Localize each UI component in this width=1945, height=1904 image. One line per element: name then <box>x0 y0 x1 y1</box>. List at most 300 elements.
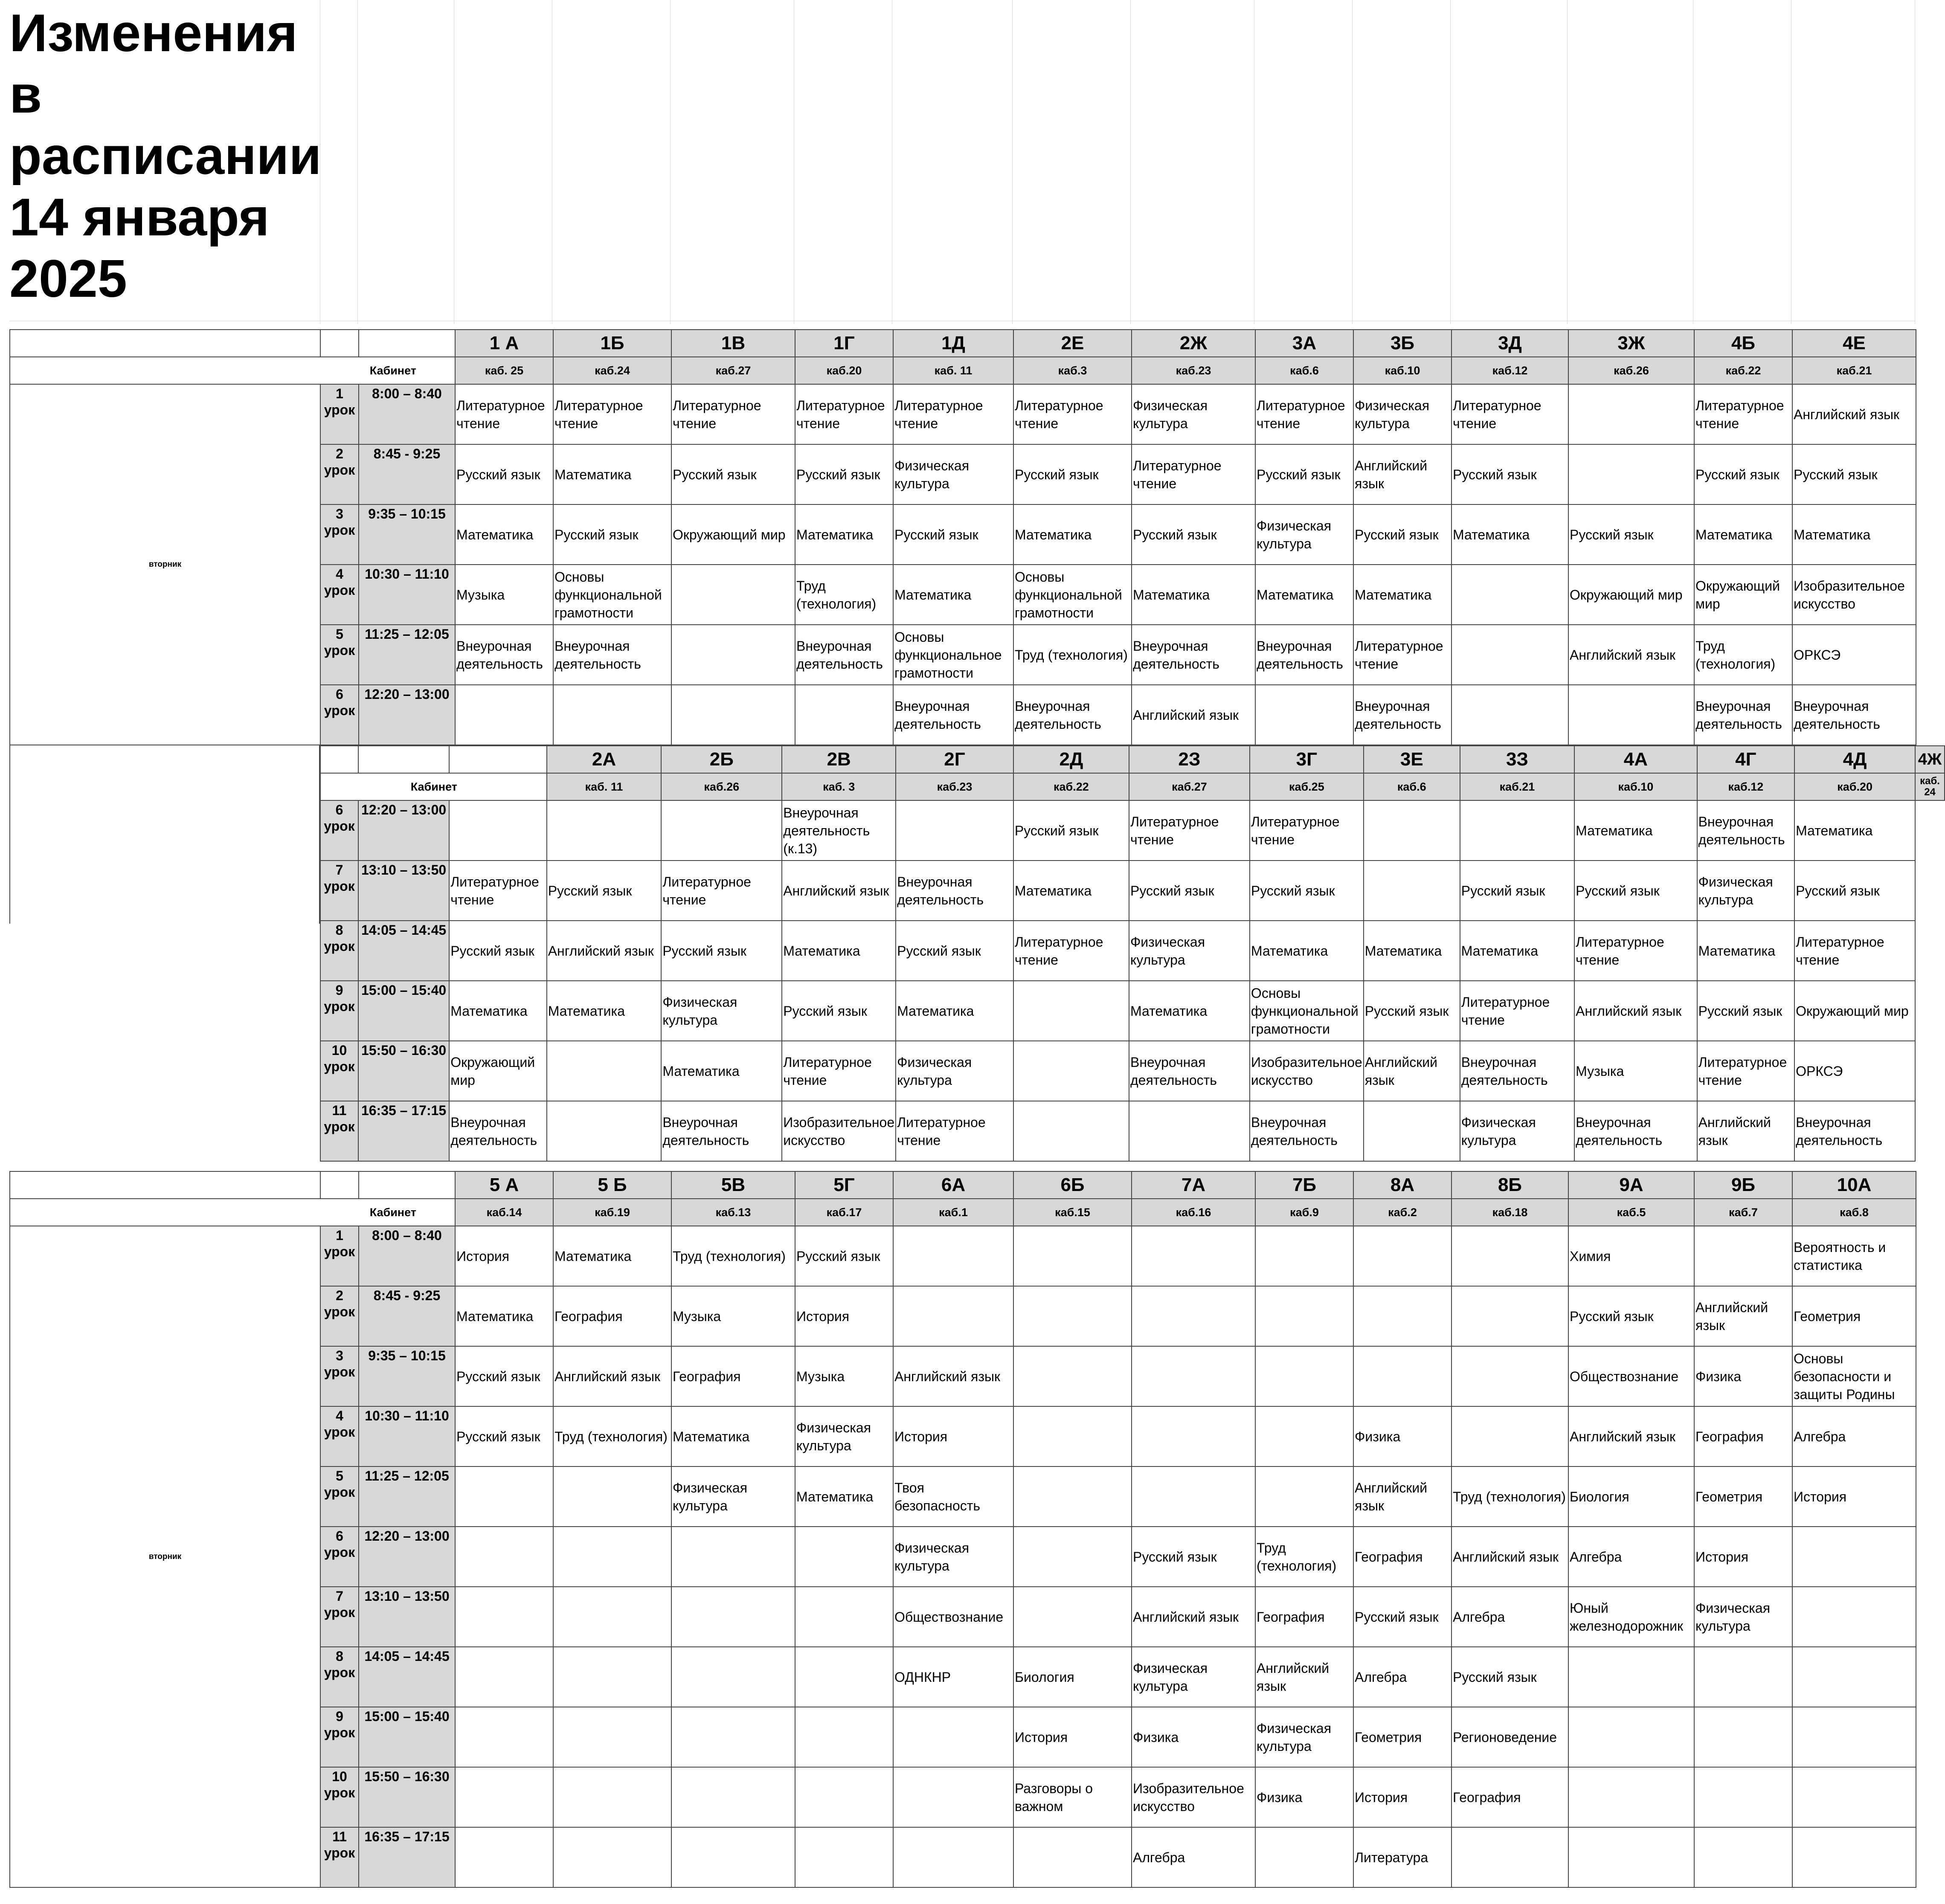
subject-cell: Математика <box>1451 504 1568 565</box>
subject-cell <box>671 685 795 745</box>
subject-cell: Литературное чтение <box>449 861 546 921</box>
subject-cell: Русский язык <box>455 1346 553 1406</box>
room-header: каб.5 <box>1568 1199 1694 1226</box>
subject-cell <box>1694 1647 1792 1707</box>
subject-cell: Внеурочная деятельность <box>455 625 553 685</box>
subject-cell <box>553 1827 671 1887</box>
lesson-time: 15:00 – 15:40 <box>358 981 449 1041</box>
subject-cell: Алгебра <box>1132 1827 1255 1887</box>
lesson-time: 14:05 – 14:45 <box>358 921 449 981</box>
lesson-number: 9 урок <box>320 1707 359 1767</box>
subject-cell <box>1568 1707 1694 1767</box>
subject-cell <box>1460 800 1574 861</box>
subject-cell: Литературное чтение <box>893 384 1013 444</box>
class-header: 4Ж <box>1915 746 1945 773</box>
subject-cell: Изобразительное искусство <box>1250 1041 1364 1101</box>
subject-cell <box>671 1647 795 1707</box>
subject-cell: Алгебра <box>1568 1527 1694 1587</box>
subject-cell: Русский язык <box>455 444 553 504</box>
subject-cell: ОДНКНР <box>893 1647 1013 1707</box>
subject-cell: Регионоведение <box>1451 1707 1568 1767</box>
subject-cell: Физическая культура <box>893 444 1013 504</box>
header-blank <box>10 330 320 357</box>
lesson-number: 11 урок <box>320 1827 359 1887</box>
lesson-time: 8:00 – 8:40 <box>359 384 455 444</box>
room-header: каб.10 <box>1574 773 1697 800</box>
subject-cell <box>1132 1346 1255 1406</box>
subject-cell <box>1792 1827 1916 1887</box>
class-header: 10А <box>1792 1171 1916 1199</box>
subject-cell: Русский язык <box>1792 444 1916 504</box>
subject-cell: Математика <box>1694 504 1792 565</box>
subject-cell: Внеурочная деятельность <box>1353 685 1451 745</box>
subject-cell: Физическая культура <box>1255 504 1353 565</box>
subject-cell: Внеурочная деятельность <box>1129 1041 1250 1101</box>
subject-cell <box>1013 1041 1129 1101</box>
sheet-gridline <box>1352 0 1353 324</box>
subject-cell: Математика <box>1255 565 1353 625</box>
schedule-table-secondary-shift <box>320 745 1945 1162</box>
subject-cell <box>1451 625 1568 685</box>
subject-cell <box>1451 1406 1568 1466</box>
class-header: 4Д <box>1794 746 1915 773</box>
lesson-time: 10:30 – 11:10 <box>359 565 455 625</box>
subject-cell: Основы функциональное грамотности <box>893 625 1013 685</box>
subject-cell <box>795 1587 893 1647</box>
lesson-number: 7 урок <box>320 1587 359 1647</box>
subject-cell: Литературное чтение <box>455 384 553 444</box>
subject-cell: Литературное чтение <box>1460 981 1574 1041</box>
subject-cell <box>1013 1587 1132 1647</box>
room-header: каб. 11 <box>547 773 662 800</box>
subject-cell: Английский язык <box>1255 1647 1353 1707</box>
class-header: 7А <box>1132 1171 1255 1199</box>
subject-cell: Твоя безопасность <box>893 1466 1013 1527</box>
subject-cell: Математика <box>896 981 1013 1041</box>
subject-cell <box>896 800 1013 861</box>
subject-cell: Английский язык <box>1574 981 1697 1041</box>
subject-cell <box>671 1527 795 1587</box>
subject-cell: Русский язык <box>795 444 893 504</box>
subject-cell: Геометрия <box>1353 1707 1451 1767</box>
subject-cell: Русский язык <box>893 504 1013 565</box>
subject-cell: Физическая культура <box>1132 384 1255 444</box>
subject-cell: Русский язык <box>1794 861 1915 921</box>
subject-cell <box>553 1647 671 1707</box>
subject-cell: История <box>1792 1466 1916 1527</box>
room-header: каб.10 <box>1353 357 1451 384</box>
room-header: каб.6 <box>1255 357 1353 384</box>
header-blank <box>320 330 359 357</box>
subject-cell <box>1255 1346 1353 1406</box>
class-header: 8Б <box>1451 1171 1568 1199</box>
subject-cell: История <box>795 1286 893 1346</box>
room-header: каб.24 <box>553 357 671 384</box>
subject-cell: Русский язык <box>449 921 546 981</box>
subject-cell <box>1792 1707 1916 1767</box>
subject-cell: Окружающий мир <box>1568 565 1694 625</box>
subject-cell <box>449 800 546 861</box>
subject-cell <box>553 685 671 745</box>
room-header: каб.27 <box>671 357 795 384</box>
lesson-number: 9 урок <box>320 981 358 1041</box>
subject-cell <box>1451 1827 1568 1887</box>
subject-cell: География <box>1694 1406 1792 1466</box>
class-header: 2Е <box>1013 330 1132 357</box>
class-header: 1Г <box>795 330 893 357</box>
subject-cell <box>1451 1286 1568 1346</box>
subject-cell <box>553 1466 671 1527</box>
subject-cell <box>1255 1406 1353 1466</box>
subject-cell: Английский язык <box>1568 1406 1694 1466</box>
lesson-number: 6 урок <box>320 1527 359 1587</box>
subject-cell: История <box>1694 1527 1792 1587</box>
subject-cell: Внеурочная деятельность <box>1250 1101 1364 1161</box>
subject-cell: Русский язык <box>553 504 671 565</box>
subject-cell: Математика <box>455 504 553 565</box>
subject-cell: Физическая культура <box>1129 921 1250 981</box>
subject-cell: Литературное чтение <box>896 1101 1013 1161</box>
day-column-extension <box>9 745 320 924</box>
lesson-number: 10 урок <box>320 1767 359 1827</box>
class-header: 4Е <box>1792 330 1916 357</box>
subject-cell <box>1364 861 1460 921</box>
header-blank <box>358 746 449 773</box>
subject-cell <box>1364 800 1460 861</box>
subject-cell: Внеурочная деятельность <box>1460 1041 1574 1101</box>
subject-cell: Окружающий мир <box>1794 981 1915 1041</box>
subject-cell: Русский язык <box>1451 444 1568 504</box>
subject-cell: Физическая культура <box>1255 1707 1353 1767</box>
subject-cell: Изобразительное искусство <box>1792 565 1916 625</box>
lesson-time: 8:45 - 9:25 <box>359 444 455 504</box>
subject-cell <box>1132 1466 1255 1527</box>
subject-cell: Внеурочная деятельность <box>1132 625 1255 685</box>
subject-cell: Физика <box>1694 1346 1792 1406</box>
subject-cell <box>893 1827 1013 1887</box>
subject-cell: Математика <box>782 921 896 981</box>
class-header: 1Б <box>553 330 671 357</box>
lesson-time: 8:45 - 9:25 <box>359 1286 455 1346</box>
subject-cell <box>893 1767 1013 1827</box>
lesson-number: 4 урок <box>320 1406 359 1466</box>
subject-cell: Английский язык <box>1132 1587 1255 1647</box>
subject-cell <box>893 1707 1013 1767</box>
lesson-time: 9:35 – 10:15 <box>359 1346 455 1406</box>
schedule-table-primary <box>9 329 1916 745</box>
lesson-number: 10 урок <box>320 1041 358 1101</box>
subject-cell: Русский язык <box>1568 1286 1694 1346</box>
page-title: Изменения в расписании 14 января 2025 <box>9 4 322 308</box>
subject-cell: Литературное чтение <box>1694 384 1792 444</box>
subject-cell <box>1792 1767 1916 1827</box>
subject-cell <box>455 1707 553 1767</box>
subject-cell: Русский язык <box>1451 1647 1568 1707</box>
class-header: 4А <box>1574 746 1697 773</box>
header-blank <box>320 746 358 773</box>
subject-cell: Разговоры о важном <box>1013 1767 1132 1827</box>
class-header: 1Д <box>893 330 1013 357</box>
subject-cell: Окружающий мир <box>671 504 795 565</box>
subject-cell: Алгебра <box>1451 1587 1568 1647</box>
class-header: 5Г <box>795 1171 893 1199</box>
subject-cell: Внеурочная деятельность <box>1792 685 1916 745</box>
sheet-gridline <box>670 0 671 324</box>
subject-cell: Физическая культура <box>795 1406 893 1466</box>
empty-cell <box>1915 981 1945 1041</box>
subject-cell: Английский язык <box>1353 1466 1451 1527</box>
subject-cell: Литературное чтение <box>795 384 893 444</box>
lesson-time: 11:25 – 12:05 <box>359 625 455 685</box>
lesson-number: 3 урок <box>320 504 359 565</box>
empty-cell <box>1915 921 1945 981</box>
subject-cell: Русский язык <box>1460 861 1574 921</box>
subject-cell <box>1451 565 1568 625</box>
subject-cell <box>547 1041 662 1101</box>
kab-label: Кабинет <box>320 773 547 800</box>
lesson-time: 15:00 – 15:40 <box>359 1707 455 1767</box>
subject-cell <box>1792 1527 1916 1587</box>
room-header: каб. 11 <box>893 357 1013 384</box>
class-header: 6Б <box>1013 1171 1132 1199</box>
subject-cell: Литературное чтение <box>1255 384 1353 444</box>
subject-cell: Русский язык <box>1353 504 1451 565</box>
subject-cell: Физическая культура <box>893 1527 1013 1587</box>
subject-cell: Литература <box>1353 1827 1451 1887</box>
subject-cell <box>795 1647 893 1707</box>
subject-cell: Русский язык <box>1364 981 1460 1041</box>
subject-cell <box>795 1527 893 1587</box>
class-header: 3Д <box>1451 330 1568 357</box>
class-header: 8А <box>1353 1171 1451 1199</box>
room-header: каб.21 <box>1792 357 1916 384</box>
subject-cell: Математика <box>1574 800 1697 861</box>
class-header: 5 Б <box>553 1171 671 1199</box>
subject-cell <box>1255 1827 1353 1887</box>
class-header: 1В <box>671 330 795 357</box>
subject-cell <box>1568 1767 1694 1827</box>
lesson-time: 11:25 – 12:05 <box>359 1466 455 1527</box>
subject-cell <box>671 1707 795 1767</box>
subject-cell: Окружающий мир <box>449 1041 546 1101</box>
lesson-number: 8 урок <box>320 1647 359 1707</box>
subject-cell <box>1353 1226 1451 1286</box>
subject-cell: Внеурочная деятельность <box>449 1101 546 1161</box>
subject-cell <box>455 1827 553 1887</box>
empty-cell <box>1915 1041 1945 1101</box>
subject-cell: История <box>455 1226 553 1286</box>
subject-cell: Русский язык <box>1568 504 1694 565</box>
subject-cell: Математика <box>1132 565 1255 625</box>
header-blank <box>359 1171 455 1199</box>
subject-cell: Литературное чтение <box>553 384 671 444</box>
subject-cell <box>1255 1466 1353 1527</box>
room-header: каб.20 <box>795 357 893 384</box>
subject-cell: Вероятность и статистика <box>1792 1226 1916 1286</box>
subject-cell: Математика <box>455 1286 553 1346</box>
subject-cell: Английский язык <box>1451 1527 1568 1587</box>
subject-cell <box>1568 384 1694 444</box>
lesson-time: 13:10 – 13:50 <box>359 1587 455 1647</box>
subject-cell: Английский язык <box>1568 625 1694 685</box>
subject-cell: Русский язык <box>1353 1587 1451 1647</box>
subject-cell <box>1792 1647 1916 1707</box>
class-header: 3А <box>1255 330 1353 357</box>
subject-cell: Русский язык <box>1132 504 1255 565</box>
lesson-number: 2 урок <box>320 444 359 504</box>
lesson-time: 14:05 – 14:45 <box>359 1647 455 1707</box>
subject-cell <box>1013 1101 1129 1161</box>
subject-cell: Физика <box>1353 1406 1451 1466</box>
subject-cell: Математика <box>1250 921 1364 981</box>
subject-cell <box>553 1527 671 1587</box>
subject-cell: Основы функциональной грамотности <box>553 565 671 625</box>
lesson-number: 8 урок <box>320 921 358 981</box>
subject-cell: Русский язык <box>1129 861 1250 921</box>
subject-cell: Геометрия <box>1792 1286 1916 1346</box>
subject-cell: Русский язык <box>1250 861 1364 921</box>
subject-cell: Математика <box>671 1406 795 1466</box>
subject-cell <box>795 685 893 745</box>
lesson-time: 16:35 – 17:15 <box>358 1101 449 1161</box>
subject-cell <box>1353 1346 1451 1406</box>
subject-cell: Внеурочная деятельность <box>1013 685 1132 745</box>
class-header: 3Ж <box>1568 330 1694 357</box>
subject-cell: Русский язык <box>661 921 782 981</box>
subject-cell: Биология <box>1013 1647 1132 1707</box>
empty-cell <box>1915 1101 1945 1161</box>
class-header: 4Б <box>1694 330 1792 357</box>
room-header: каб.20 <box>1794 773 1915 800</box>
lesson-time: 12:20 – 13:00 <box>358 800 449 861</box>
subject-cell: Труд (технология) <box>795 565 893 625</box>
subject-cell: Литературное чтение <box>1794 921 1915 981</box>
subject-cell <box>1255 1286 1353 1346</box>
kab-label: Кабинет <box>10 1199 455 1226</box>
subject-cell: Музыка <box>1574 1041 1697 1101</box>
subject-cell: Труд (технология) <box>1255 1527 1353 1587</box>
subject-cell: Русский язык <box>671 444 795 504</box>
subject-cell <box>893 1286 1013 1346</box>
subject-cell <box>455 1767 553 1827</box>
room-header: каб.21 <box>1460 773 1574 800</box>
day-label: вторник <box>10 1226 320 1887</box>
subject-cell: Английский язык <box>893 1346 1013 1406</box>
subject-cell: Литературное чтение <box>1013 384 1132 444</box>
subject-cell: Литературное чтение <box>1451 384 1568 444</box>
subject-cell: Литературное чтение <box>1129 800 1250 861</box>
subject-cell: Русский язык <box>1013 800 1129 861</box>
subject-cell: Английский язык <box>1694 1286 1792 1346</box>
room-header: каб. 24 <box>1915 773 1945 800</box>
subject-cell: Геометрия <box>1694 1466 1792 1527</box>
room-header: каб.14 <box>455 1199 553 1226</box>
subject-cell: Музыка <box>455 565 553 625</box>
subject-cell: Английский язык <box>1697 1101 1794 1161</box>
subject-cell: Физическая культура <box>1460 1101 1574 1161</box>
subject-cell: Алгебра <box>1353 1647 1451 1707</box>
subject-cell <box>553 1707 671 1767</box>
subject-cell: География <box>553 1286 671 1346</box>
subject-cell <box>1129 1101 1250 1161</box>
class-header: 5 А <box>455 1171 553 1199</box>
subject-cell: Английский язык <box>1132 685 1255 745</box>
subject-cell: Внеурочная деятельность <box>553 625 671 685</box>
lesson-number: 2 урок <box>320 1286 359 1346</box>
subject-cell: Основы функциональной грамотности <box>1250 981 1364 1041</box>
room-header: каб. 3 <box>782 773 896 800</box>
subject-cell: Математика <box>795 1466 893 1527</box>
subject-cell: Математика <box>1697 921 1794 981</box>
subject-cell: ОРКСЭ <box>1792 625 1916 685</box>
subject-cell: Литературное чтение <box>1353 625 1451 685</box>
header-blank <box>359 330 455 357</box>
subject-cell <box>1568 685 1694 745</box>
subject-cell <box>553 1587 671 1647</box>
subject-cell: Физическая культура <box>1694 1587 1792 1647</box>
class-header: 7Б <box>1255 1171 1353 1199</box>
subject-cell: Литературное чтение <box>1250 800 1364 861</box>
room-header: каб.17 <box>795 1199 893 1226</box>
room-header: каб.13 <box>671 1199 795 1226</box>
subject-cell: Математика <box>547 981 662 1041</box>
subject-cell: Химия <box>1568 1226 1694 1286</box>
subject-cell: География <box>1353 1527 1451 1587</box>
schedule-table-middle-school <box>9 1171 1916 1888</box>
subject-cell <box>1013 1226 1132 1286</box>
subject-cell <box>1451 1346 1568 1406</box>
room-header: каб.22 <box>1013 773 1129 800</box>
subject-cell: Математика <box>449 981 546 1041</box>
subject-cell <box>1013 1527 1132 1587</box>
subject-cell: Русский язык <box>1132 1527 1255 1587</box>
room-header: каб.16 <box>1132 1199 1255 1226</box>
subject-cell: Русский язык <box>896 921 1013 981</box>
subject-cell: Русский язык <box>1574 861 1697 921</box>
subject-cell: География <box>1451 1767 1568 1827</box>
subject-cell <box>1694 1827 1792 1887</box>
room-header: каб. 25 <box>455 357 553 384</box>
subject-cell: Изобразительное искусство <box>782 1101 896 1161</box>
subject-cell <box>671 1587 795 1647</box>
room-header: каб.23 <box>1132 357 1255 384</box>
subject-cell: Математика <box>1129 981 1250 1041</box>
subject-cell <box>455 1647 553 1707</box>
subject-cell: Математика <box>1353 565 1451 625</box>
empty-cell <box>1915 800 1945 861</box>
class-header: 2Б <box>661 746 782 773</box>
subject-cell <box>1132 1286 1255 1346</box>
subject-cell: Физика <box>1132 1707 1255 1767</box>
class-header: 9Б <box>1694 1171 1792 1199</box>
subject-cell: Основы функциональной грамотности <box>1013 565 1132 625</box>
subject-cell: ОРКСЭ <box>1794 1041 1915 1101</box>
lesson-number: 3 урок <box>320 1346 359 1406</box>
subject-cell <box>1451 685 1568 745</box>
subject-cell <box>1013 1346 1132 1406</box>
subject-cell: Математика <box>553 444 671 504</box>
subject-cell <box>671 565 795 625</box>
subject-cell <box>1694 1707 1792 1767</box>
subject-cell <box>455 1527 553 1587</box>
room-header: каб.26 <box>661 773 782 800</box>
subject-cell: Музыка <box>795 1346 893 1406</box>
subject-cell: Литературное чтение <box>661 861 782 921</box>
class-header: 2Д <box>1013 746 1129 773</box>
subject-cell <box>1255 685 1353 745</box>
lesson-number: 5 урок <box>320 1466 359 1527</box>
subject-cell: География <box>671 1346 795 1406</box>
